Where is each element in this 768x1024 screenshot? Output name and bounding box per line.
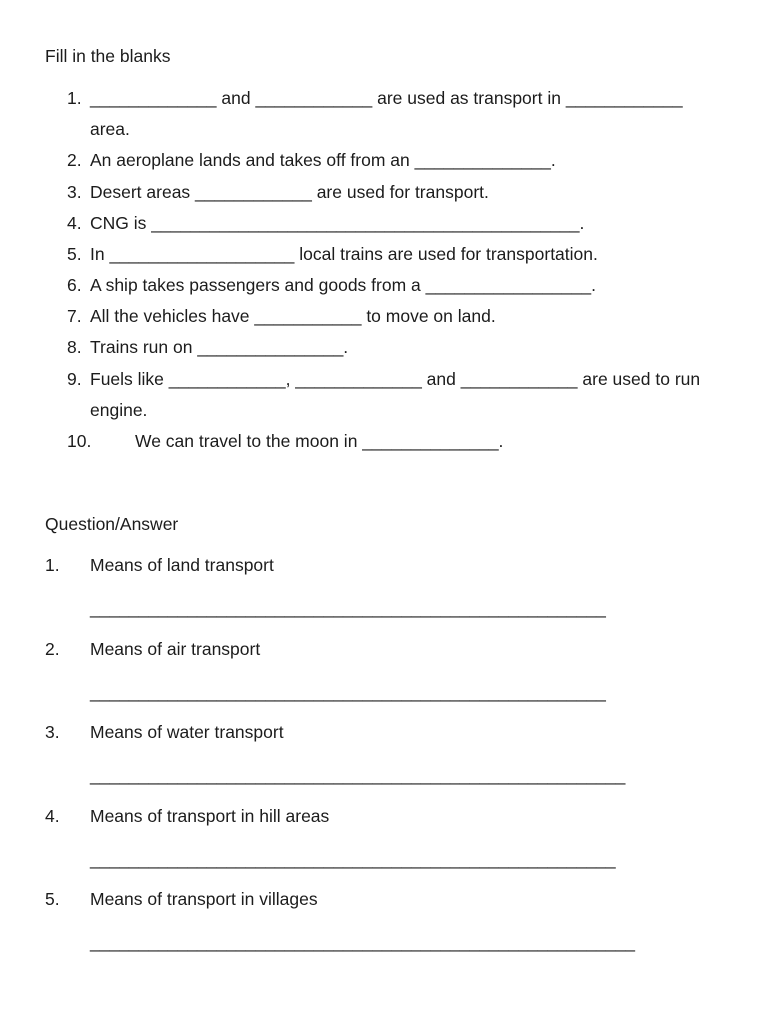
fib-item-number: 2. — [67, 150, 82, 170]
fib-item-number: 10. — [67, 431, 92, 451]
fib-item-text: Trains run on _______________. — [90, 337, 349, 357]
fib-item-text: We can travel to the moon in ______________. — [135, 431, 504, 451]
qa-item-number: 5. — [45, 889, 60, 909]
fib-item-text: An aeroplane lands and takes off from an ______________. — [90, 150, 556, 170]
fib-item-continuation: engine. — [90, 400, 148, 420]
fib-item-continuation: area. — [90, 119, 130, 139]
qa-item-question: Means of transport in hill areas — [90, 806, 330, 826]
fib-item-number: 9. — [67, 369, 82, 389]
fib-item-number: 3. — [67, 182, 82, 202]
qa-answer-line: ________________________________________________________ — [90, 932, 636, 952]
qa-answer-line: _______________________________________________________ — [90, 765, 626, 785]
qa-answer-line: ______________________________________________________ — [90, 849, 616, 869]
question-answer-heading: Question/Answer — [45, 514, 179, 534]
qa-item-question: Means of land transport — [90, 555, 274, 575]
fib-item-text: In ___________________ local trains are used for transportation. — [90, 244, 598, 264]
fib-item-text: All the vehicles have ___________ to move on land. — [90, 306, 496, 326]
qa-item-question: Means of transport in villages — [90, 889, 318, 909]
qa-answer-line: _____________________________________________________ — [90, 682, 606, 702]
fib-item-text: _____________ and ____________ are used as transport in ____________ — [90, 88, 683, 108]
fib-item-number: 5. — [67, 244, 82, 264]
fib-item-number: 7. — [67, 306, 82, 326]
qa-item-number: 2. — [45, 639, 60, 659]
qa-item-number: 1. — [45, 555, 60, 575]
fib-item-number: 6. — [67, 275, 82, 295]
fib-item-text: Fuels like ____________, _____________ and ____________ are used to run — [90, 369, 701, 389]
fib-item-number: 4. — [67, 213, 82, 233]
fib-item-number: 8. — [67, 337, 82, 357]
fib-item-text: A ship takes passengers and goods from a _________________. — [90, 275, 596, 295]
qa-item-number: 4. — [45, 806, 60, 826]
fill-in-blanks-heading: Fill in the blanks — [45, 46, 171, 66]
qa-answer-line: _____________________________________________________ — [90, 598, 606, 618]
fib-item-text: CNG is ____________________________________________. — [90, 213, 585, 233]
qa-item-question: Means of air transport — [90, 639, 261, 659]
qa-item-number: 3. — [45, 722, 60, 742]
fib-item-text: Desert areas ____________ are used for transport. — [90, 182, 489, 202]
fib-item-number: 1. — [67, 88, 82, 108]
qa-item-question: Means of water transport — [90, 722, 284, 742]
